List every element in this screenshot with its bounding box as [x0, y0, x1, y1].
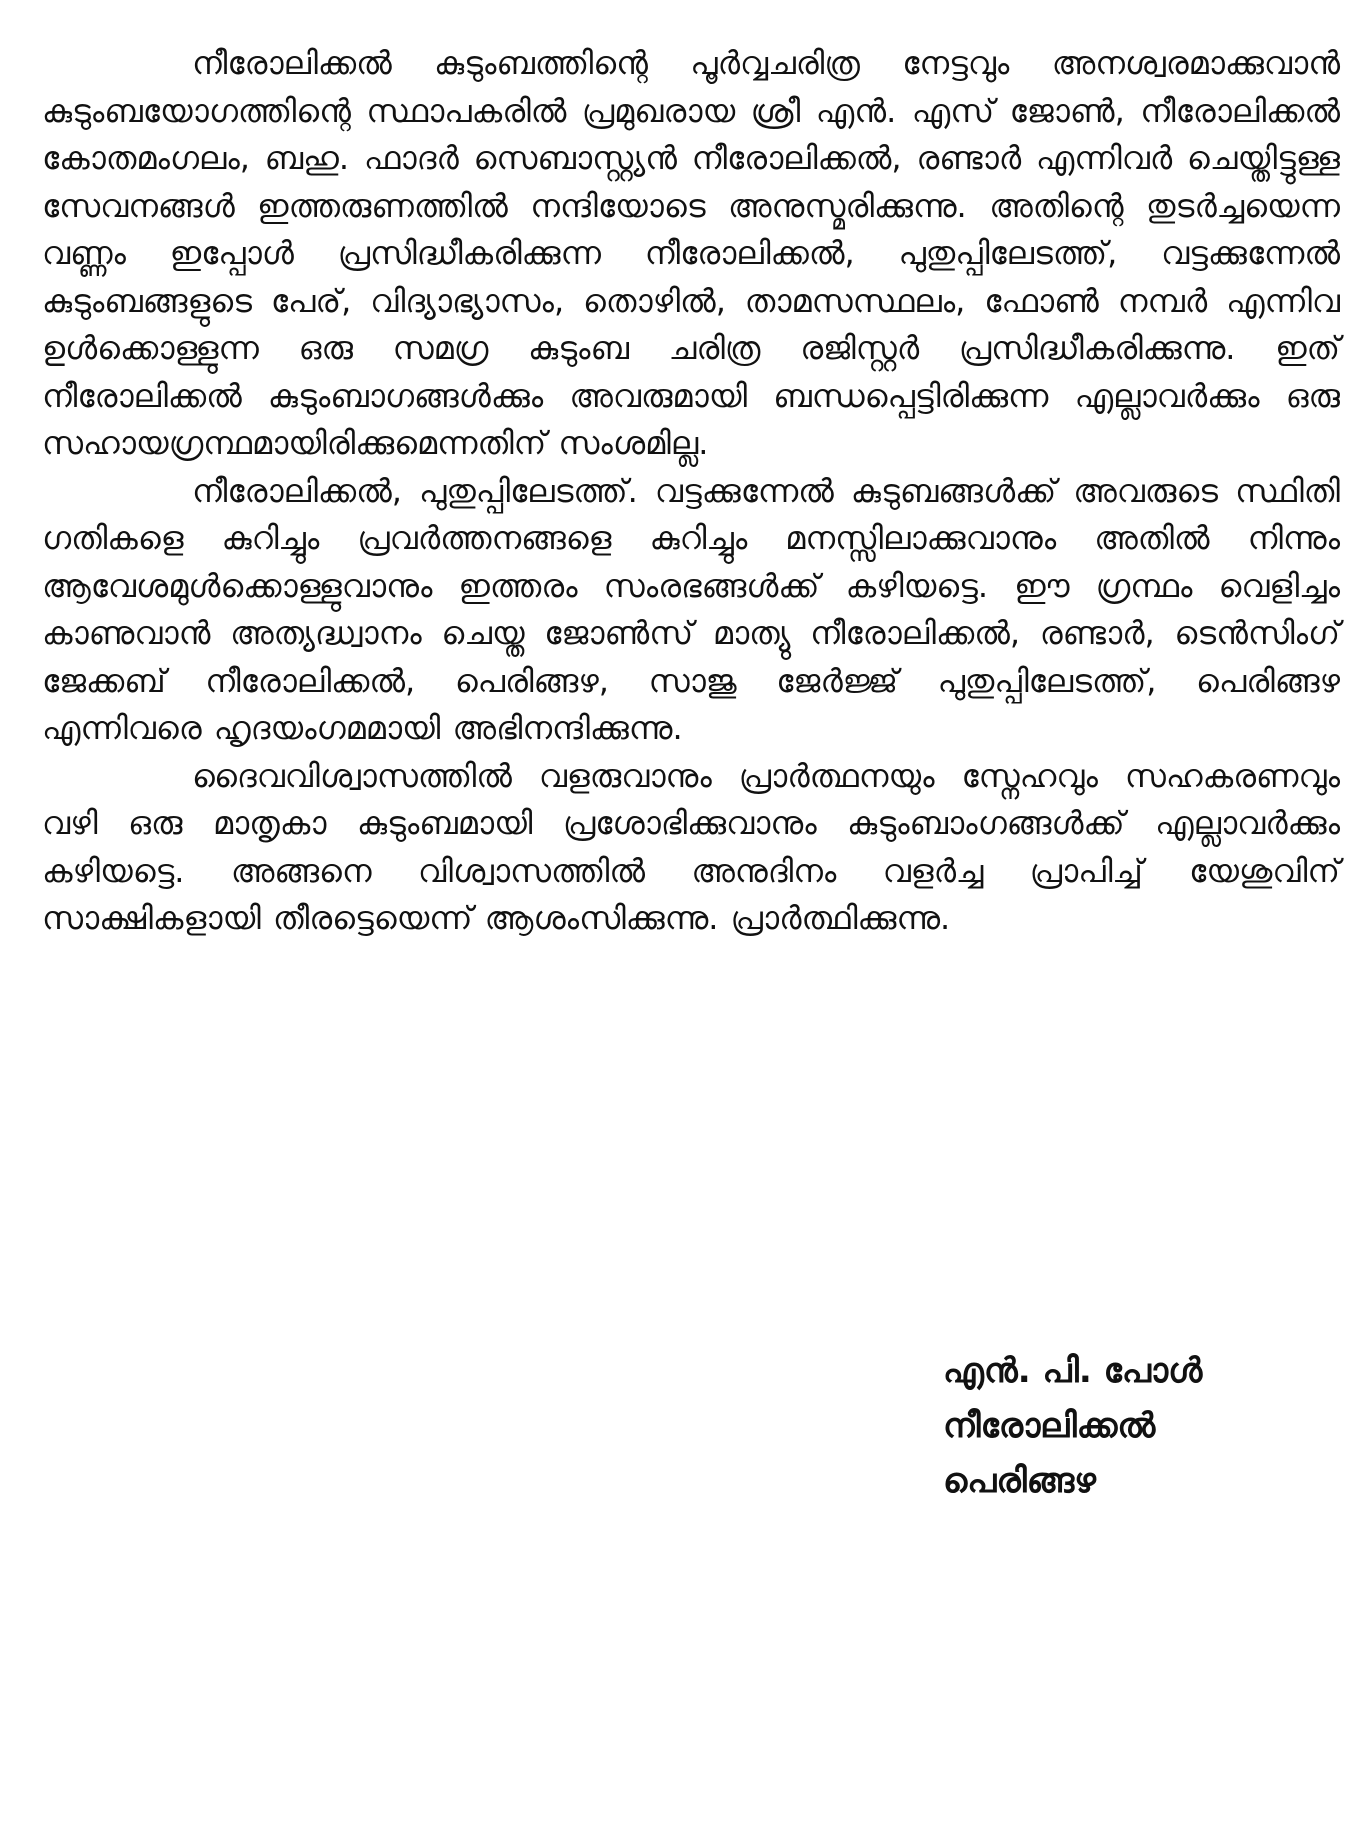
signature-house: നീരോലിക്കൽ	[943, 1406, 1156, 1446]
signature-name: എൻ. പി. പോൾ	[943, 1351, 1203, 1391]
document-body	[42, 40, 1340, 943]
paragraph-intro: നീരോലിക്കൽ കുടുംബത്തിന്റെ പൂർവ്വചരിത്ര നേട്ടവും അനശ്വരമാക്കുവാൻ കുടുംബയോഗത്തിന്റെ സ്ഥാപകരിൽ പ്രമുഖരായ ശ്രീ എൻ. എസ് ജോൺ, നീരോലിക്കൽ കോതമംഗലം, ബഹു. ഫാദർ സെബാസ്റ്റ്യൻ നീരോലിക്കൽ, രണ്ടാർ എന്നിവർ ചെയ്തിട്ടുള്ള സേവനങ്ങൾ ഇത്തരുണത്തിൽ നന്ദിയോടെ അനുസ്മരിക്കുന്നു. അതിന്റെ തുടർച്ചയെന്ന വണ്ണം ഇപ്പോൾ പ്രസിദ്ധീകരിക്കുന്ന നീരോലിക്കൽ, പുതുപ്പിലേടത്ത്, വട്ടക്കുന്നേൽ കുടുംബങ്ങളുടെ പേര്, വിദ്യാഭ്യാസം, തൊഴിൽ, താമസസ്ഥലം, ഫോൺ നമ്പർ എന്നിവ ഉൾക്കൊള്ളുന്ന ഒരു സമഗ്ര കുടുംബ ചരിത്ര രജിസ്റ്റർ പ്രസിദ്ധീകരിക്കുന്നു. ഇത് നീരോലിക്കൽ കുടുംബാഗങ്ങൾക്കും അവരുമായി ബന്ധപ്പെട്ടിരിക്കുന്ന എല്ലാവർക്കും ഒരു സഹായഗ്രന്ഥമായിരിക്കുമെന്നതിന് സംശമില്ല.	[42, 44, 1340, 462]
paragraph-blessing: ദൈവവിശ്വാസത്തിൽ വളരുവാനും പ്രാർത്ഥനയും സ്നേഹവും സഹകരണവും വഴി ഒരു മാതൃകാ കുടുംബമായി പ്രശോഭിക്കുവാനും കുടുംബാംഗങ്ങൾക്ക് എല്ലാവർക്കും കഴിയട്ടെ. അങ്ങനെ വിശ്വാസത്തിൽ അനുദിനം വളർച്ച പ്രാപിച്ച് യേശുവിന് സാക്ഷികളായി തീരട്ടെയെന്ന് ആശംസിക്കുന്നു. പ്രാർത്ഥിക്കുന്നു.	[42, 756, 1340, 937]
signature-block	[943, 1344, 1202, 1509]
signature-place: പെരിങ്ങഴ	[943, 1461, 1096, 1501]
paragraph-acknowledgement: നീരോലിക്കൽ, പുതുപ്പിലേടത്ത്. വട്ടക്കുന്നേൽ കുടുബങ്ങൾക്ക് അവരുടെ സ്ഥിതി ഗതികളെ കുറിച്ചും പ്രവർത്തനങ്ങളെ കുറിച്ചും മനസ്സിലാക്കുവാനും അതിൽ നിന്നും ആവേശമുൾക്കൊള്ളുവാനും ഇത്തരം സംരഭങ്ങൾക്ക് കഴിയട്ടെ. ഈ ഗ്രന്ഥം വെളിച്ചം കാണുവാൻ അത്യദ്ധ്വാനം ചെയ്ത ജോൺസ് മാത്യു നീരോലിക്കൽ, രണ്ടാർ, ടെൻസിംഗ് ജേക്കബ് നീരോലിക്കൽ, പെരിങ്ങഴ, സാജു ജേർജ്ജ് പുതുപ്പിലേടത്ത്, പെരിങ്ങഴ എന്നിവരെ ഹൃദയംഗമമായി അഭിനന്ദിക്കുന്നു.	[42, 471, 1340, 747]
